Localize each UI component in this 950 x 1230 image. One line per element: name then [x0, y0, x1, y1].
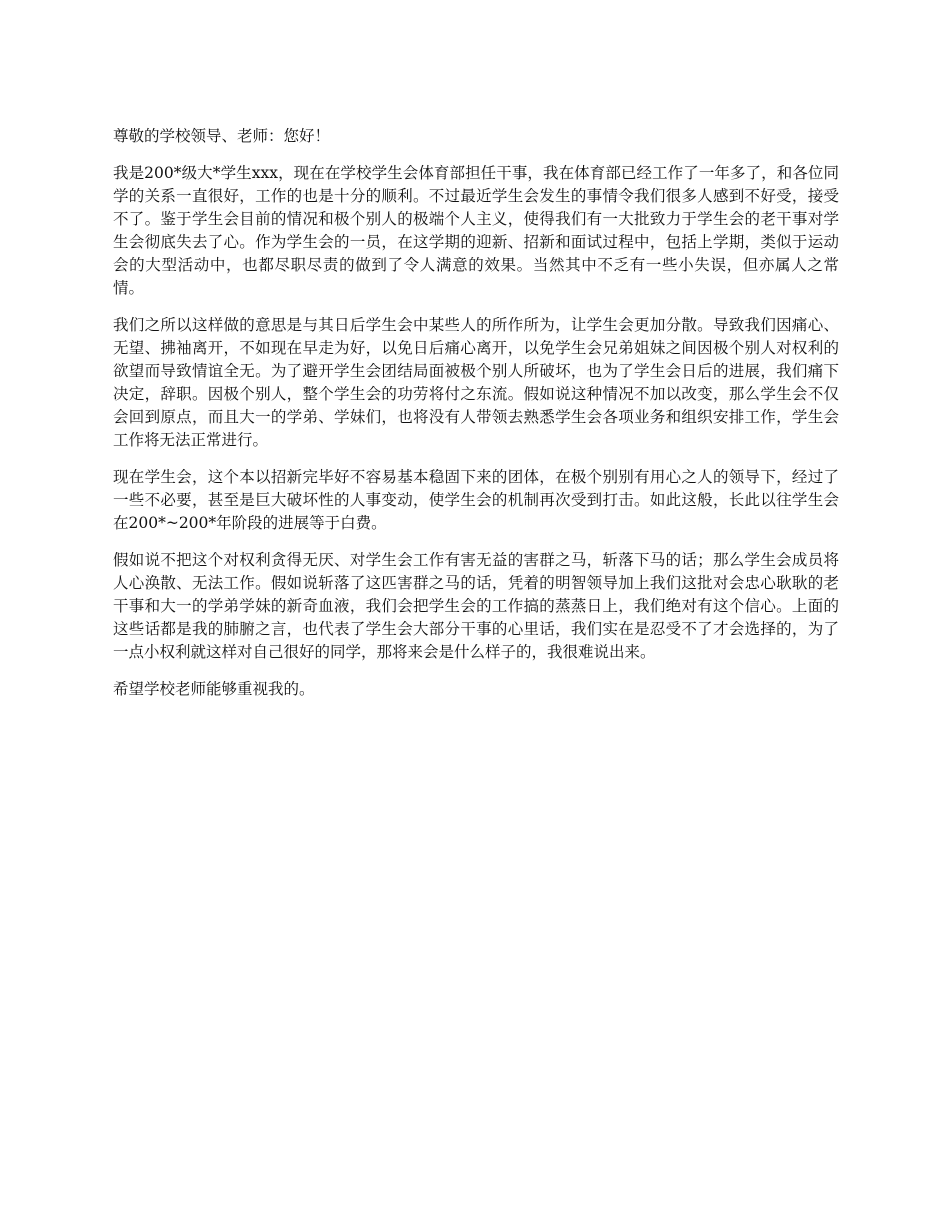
- paragraph: 我是200*级大*学生xxx，现在在学校学生会体育部担任干事，我在体育部已经工作了一年多了，和各位同学的关系一直很好，工作的也是十分的顺利。不过最近学生会发生的事情令我们很多人感到不好受，接受不了。鉴于学生会目前的情况和极个别人的极端个人主义，使得我们有一大批致力于学生会的老干事对学生会彻底失去了心。作为学生会的一员，在这学期的迎新、招新和面试过程中，包括上学期，类似于运动会的大型活动中，也都尽职尽责的做到了令人满意的效果。当然其中不乏有一些小失误，但亦属人之常情。: [113, 164, 839, 297]
- paragraph: 现在学生会，这个本以招新完毕好不容易基本稳固下来的团体，在极个别别有用心之人的领导下，经过了一些不必要，甚至是巨大破坏性的人事变动，使学生会的机制再次受到打击。如此这般，长此以往学生会在200*~200*年阶段的进展等于白费。: [113, 468, 839, 532]
- closing-line: 希望学校老师能够重视我的。: [113, 680, 315, 698]
- document-body: [113, 125, 839, 715]
- greeting: 尊敬的学校领导、老师：您好！: [113, 127, 331, 145]
- paragraph: 我们之所以这样做的意思是与其日后学生会中某些人的所作所为，让学生会更加分散。导致我们因痛心、无望、拂袖离开，不如现在早走为好，以免日后痛心离开，以免学生会兄弟姐妹之间因极个别人对权利的欲望而导致情谊全无。为了避开学生会团结局面被极个别人所破坏，也为了学生会日后的进展，我们痛下决定，辞职。因极个别人，整个学生会的功劳将付之东流。假如说这种情况不加以改变，那么学生会不仅会回到原点，而且大一的学弟、学妹们，也将没有人带领去熟悉学生会各项业务和组织安排工作，学生会工作将无法正常进行。: [113, 316, 839, 449]
- paragraph: 假如说不把这个对权利贪得无厌、对学生会工作有害无益的害群之马，斩落下马的话；那么学生会成员将人心涣散、无法工作。假如说斩落了这匹害群之马的话，凭着的明智领导加上我们这批对会忠心耿耿的老干事和大一的学弟学妹的新奇血液，我们会把学生会的工作搞的蒸蒸日上，我们绝对有这个信心。上面的这些话都是我的肺腑之言，也代表了学生会大部分干事的心里话，我们实在是忍受不了才会选择的，为了一点小权利就这样对自己很好的同学，那将来会是什么样子的，我很难说出来。: [113, 551, 839, 661]
